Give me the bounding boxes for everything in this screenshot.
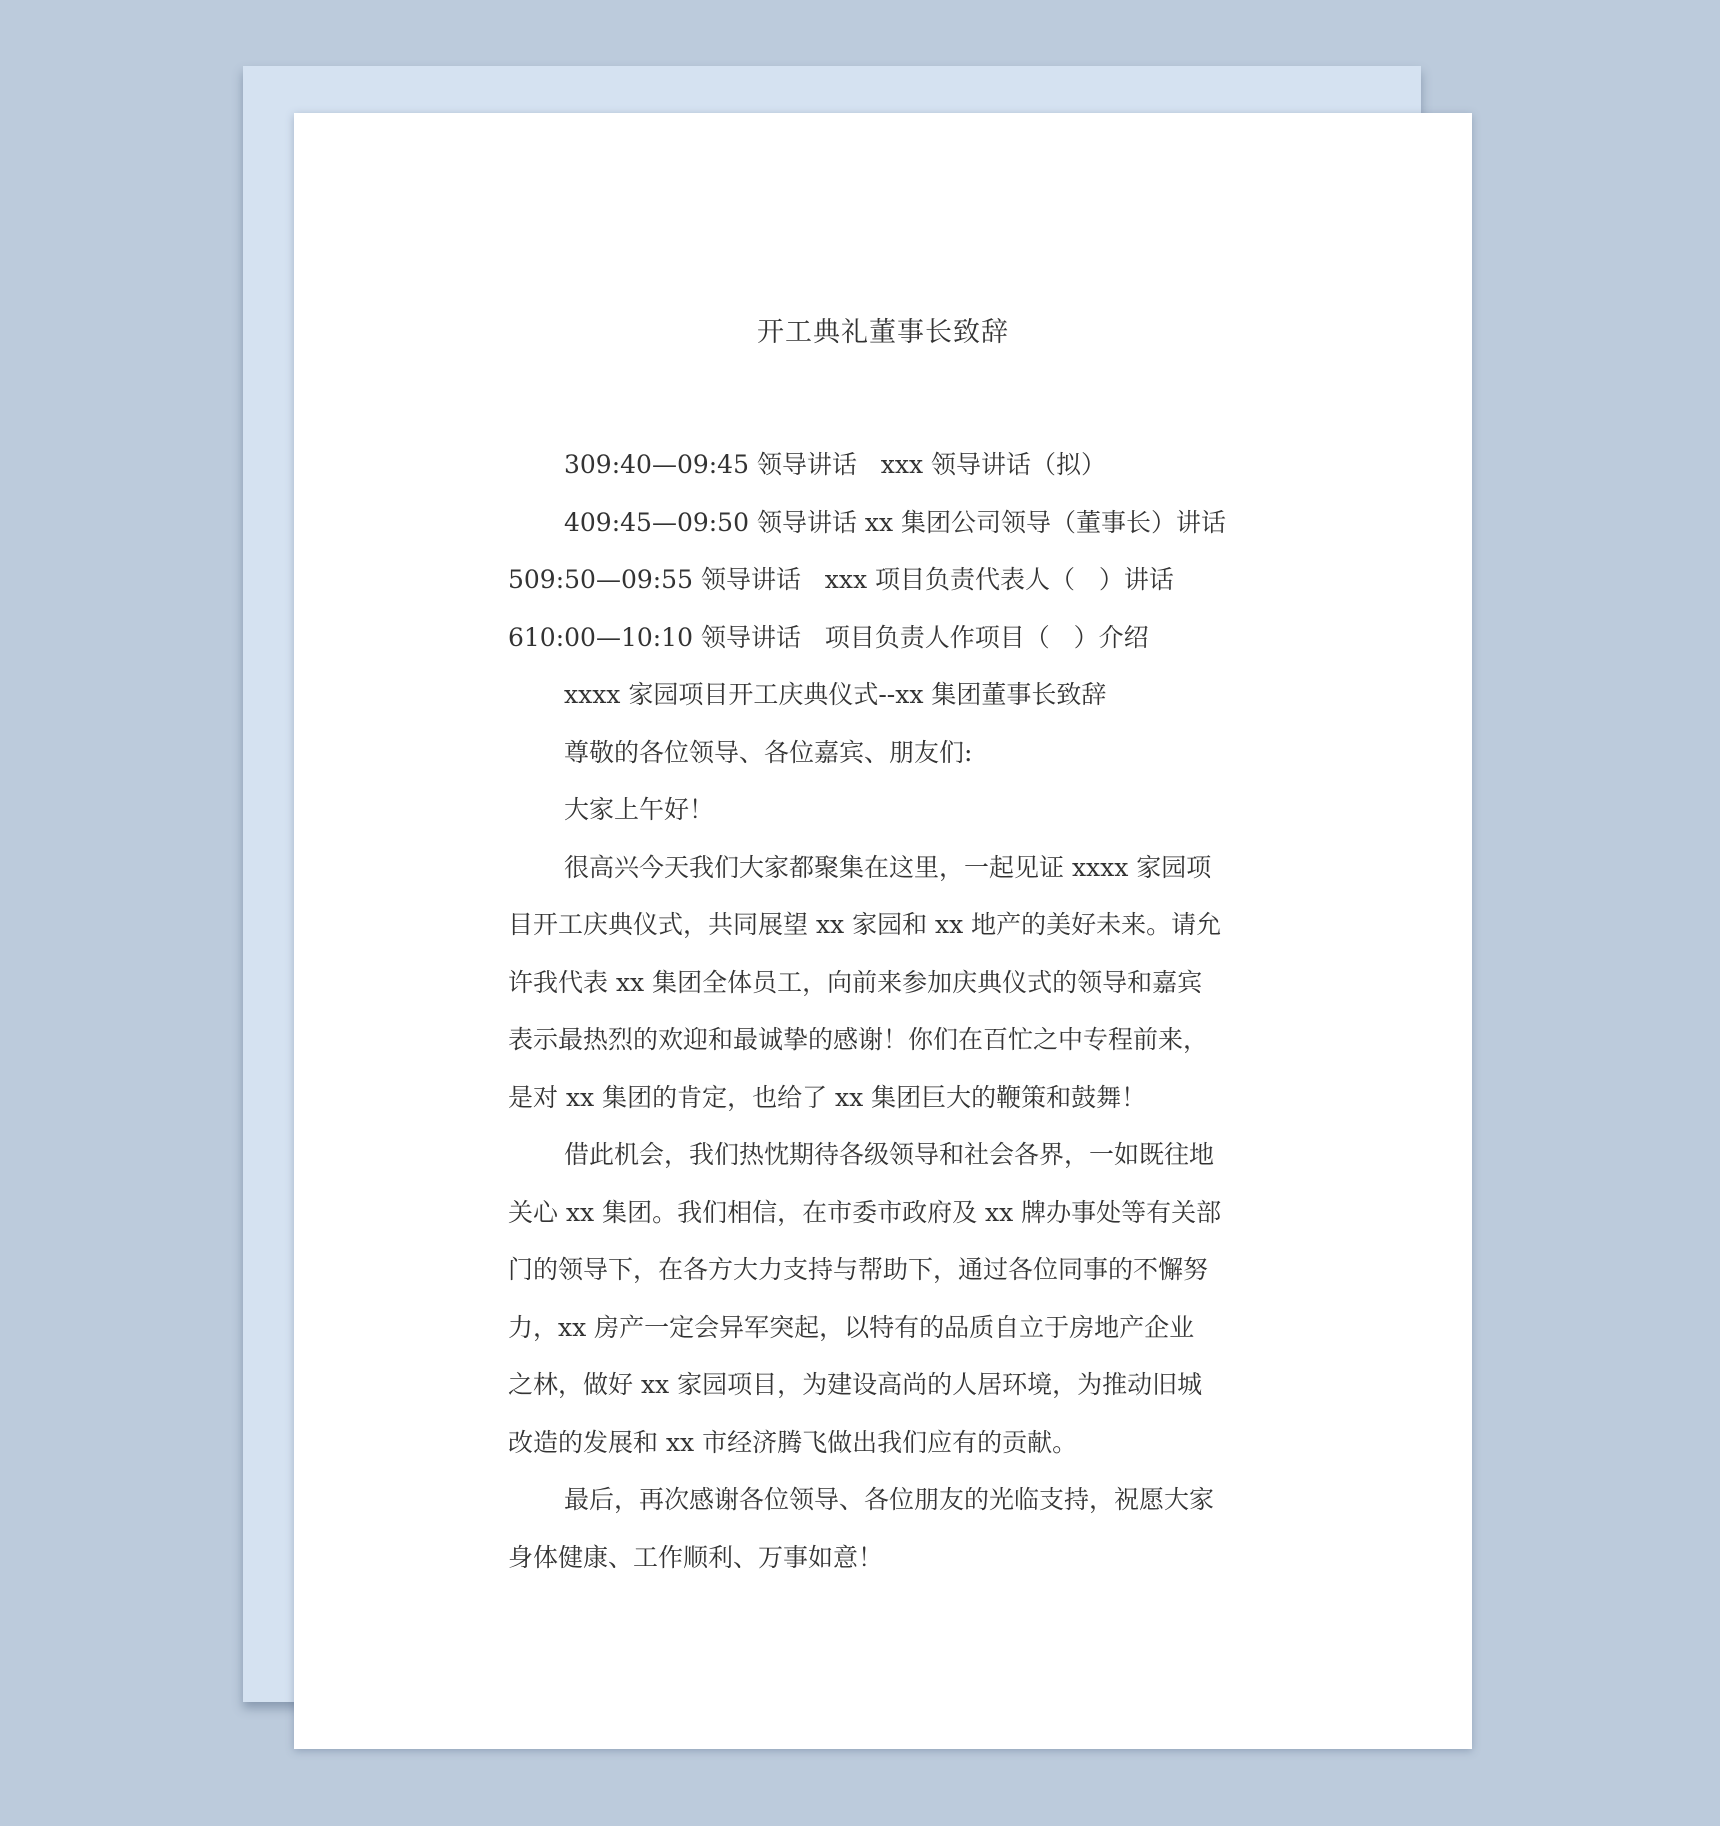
schedule-line: 409:45—09:50 领导讲话 xx 集团公司领导（董事长）讲话 [564, 507, 1227, 537]
paragraph-line: 目开工庆典仪式，共同展望 xx 家园和 xx 地产的美好未来。请允 [508, 910, 1222, 939]
closing-line: 最后，再次感谢各位领导、各位朋友的光临支持，祝愿大家 [564, 1485, 1215, 1514]
document-page [294, 113, 1472, 1749]
paragraph-line: 之林，做好 xx 家园项目，为建设高尚的人居环境，为推动旧城 [508, 1370, 1203, 1399]
paragraph-line: 是对 xx 集团的肯定，也给了 xx 集团巨大的鞭策和鼓舞！ [508, 1082, 1147, 1112]
salutation-line: 尊敬的各位领导、各位嘉宾、朋友们: [564, 737, 973, 767]
document-title: 开工典礼董事长致辞 [757, 317, 1009, 348]
paragraph-line: 改造的发展和 xx 市经济腾飞做出我们应有的贡献。 [508, 1427, 1078, 1457]
paragraph-line: 力，xx 房产一定会异军突起，以特有的品质自立于房地产企业 [508, 1312, 1195, 1342]
paragraph-line: 许我代表 xx 集团全体员工，向前来参加庆典仪式的领导和嘉宾 [508, 967, 1203, 997]
paragraph-line: 表示最热烈的欢迎和最诚挚的感谢！你们在百忙之中专程前来， [508, 1025, 1209, 1054]
schedule-line: 509:50—09:55 领导讲话 xxx 项目负责代表人（ ）讲话 [508, 565, 1174, 594]
speech-heading: xxxx 家园项目开工庆典仪式--xx 集团董事长致辞 [564, 680, 1107, 709]
greeting-line: 大家上午好！ [564, 795, 715, 824]
paragraph-line: 关心 xx 集团。我们相信，在市委市政府及 xx 牌办事处等有关部 [508, 1197, 1222, 1227]
document-body [508, 436, 1278, 1586]
paragraph-line: 门的领导下，在各方大力支持与帮助下，通过各位同事的不懈努 [508, 1255, 1209, 1284]
paragraph-line: 借此机会，我们热忱期待各级领导和社会各界，一如既往地 [564, 1140, 1215, 1169]
paragraph-line: 很高兴今天我们大家都聚集在这里，一起见证 xxxx 家园项 [564, 852, 1212, 882]
schedule-line: 610:00—10:10 领导讲话 项目负责人作项目（ ）介绍 [508, 622, 1149, 652]
schedule-line: 309:40—09:45 领导讲话 xxx 领导讲话（拟） [564, 450, 1107, 479]
closing-line: 身体健康、工作顺利、万事如意！ [508, 1542, 884, 1572]
